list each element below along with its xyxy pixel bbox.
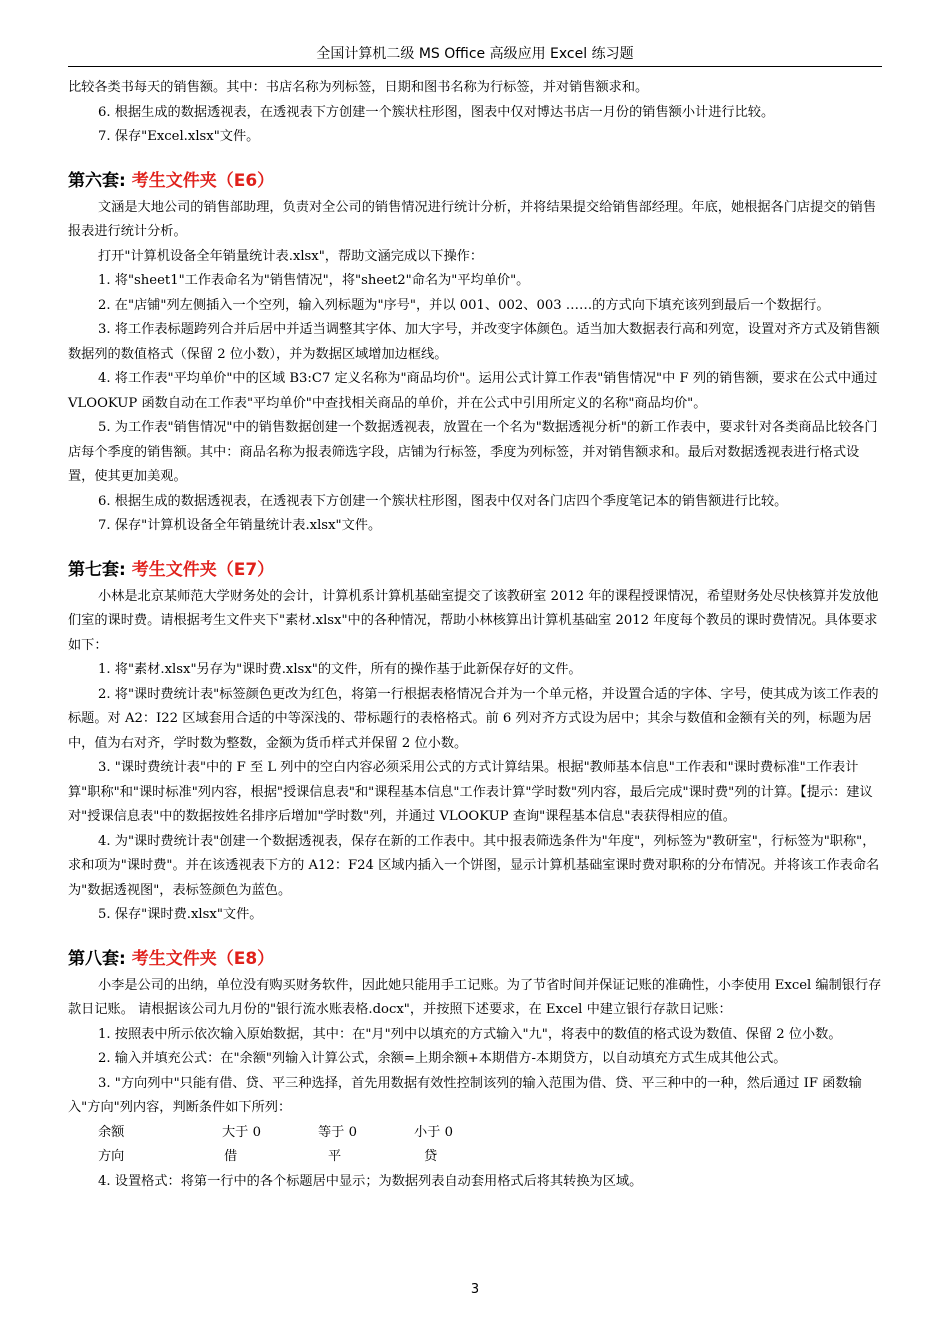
intro-paragraph: 比较各类书每天的销售额。其中：书店名称为列标签，日期和图书名称为行标签，并对销售额求和。 xyxy=(68,80,649,95)
section-6-item-6: 6. 根据生成的数据透视表，在透视表下方创建一个簇状柱形图，图表中仅对各门店四个季度笔记本的销售额进行比较。 xyxy=(98,493,788,509)
intro-item-6: 6. 根据生成的数据透视表，在透视表下方创建一个簇状柱形图，图表中仅对博达书店一月份的销售额小计进行比较。 xyxy=(98,104,775,120)
section-7-title xyxy=(68,557,882,583)
section-6-title-prefix: 第六套: xyxy=(68,170,132,191)
section-6-item-2: 2. 在"店铺"列左侧插入一个空列，输入列标题为"序号"，并以 001、002、003 ……的方式向下填充该列到最后一个数据行。 xyxy=(98,297,830,313)
condition-cell: 余额 xyxy=(98,1124,125,1140)
section-7-item-1: 1. 将"素材.xlsx"另存为"课时费.xlsx"的文件，所有的操作基于此新保存好的文件。 xyxy=(98,662,582,677)
condition-cell: 平 xyxy=(328,1149,342,1164)
section-6-item-1: 1. 将"sheet1"工作表命名为"销售情况"，将"sheet2"命名为"平均单价"。 xyxy=(98,273,530,288)
section-8-paragraph-1: 小李是公司的出纳，单位没有购买财务软件，因此她只能用手工记账。为了节省时间并保证记账的准确性，小李使用 Excel 编制银行存款日记账。 请根据该公司九月份的"银行流水账表格.docx"，并按照下述要求，在 Excel 中建立银行存款日记账： xyxy=(68,977,882,1017)
section-8-item-2: 2. 输入并填充公式：在"余额"列输入计算公式，余额=上期余额+本期借方-本期贷方，以自动填充方式生成其他公式。 xyxy=(98,1051,787,1066)
condition-row-balance xyxy=(98,1121,882,1146)
condition-cell: 借 xyxy=(224,1149,238,1164)
section-7-title-folder: 考生文件夹（E7） xyxy=(131,559,275,580)
section-7-paragraph-1: 小林是北京某师范大学财务处的会计，计算机系计算机基础室提交了该教研室 2012 年的课程授课情况，希望财务处尽快核算并发放他们室的课时费。请根据考生文件夹下"素材.xlsx"中的各种情况，帮助小林核算出计算机基础室 2012 年度每个教员的课时费情况。具体要求如下： xyxy=(68,588,879,653)
condition-cell: 方向 xyxy=(98,1149,125,1164)
page-header: 全国计算机二级 MS Office 高级应用 Excel 练习题 xyxy=(68,44,882,67)
section-7-item-5: 5. 保存"课时费.xlsx"文件。 xyxy=(98,907,263,922)
section-6-item-3: 3. 将工作表标题跨列合并后居中并适当调整其字体、加大字号，并改变字体颜色。适当加大数据表行高和列宽，设置对齐方式及销售额数据列的数值格式（保留 2 位小数），并为数据区域增加边框线。 xyxy=(68,322,880,362)
section-8-item-1: 1. 按照表中所示依次输入原始数据，其中：在"月"列中以填充的方式输入"九"，将表中的数值的格式设为数值、保留 2 位小数。 xyxy=(98,1026,842,1042)
section-8-title xyxy=(68,946,882,972)
section-6-paragraph-2: 打开"计算机设备全年销量统计表.xlsx"，帮助文涵完成以下操作： xyxy=(98,248,484,264)
section-7-title-prefix: 第七套: xyxy=(68,559,132,580)
condition-cell: 小于 0 xyxy=(414,1124,453,1140)
intro-item-7: 7. 保存"Excel.xlsx"文件。 xyxy=(98,129,260,144)
condition-cell: 贷 xyxy=(424,1149,438,1164)
section-7-item-2: 2. 将"课时费统计表"标签颜色更改为红色，将第一行根据表格情况合并为一个单元格，并设置合适的字体、字号，使其成为该工作表的标题。对 A2：I22 区域套用合适的中等深浅的、带标题行的表格格式。前 6 列对齐方式设为居中；其余与数值和金额有关的列，标题为居中，值为右对齐，学时数为整数，金额为货币样式并保留 2 位小数。 xyxy=(68,686,879,751)
section-6-item-4: 4. 将工作表"平均单价"中的区域 B3:C7 定义名称为"商品均价"。运用公式计算工作表"销售情况"中 F 列的销售额，要求在公式中通过 VLOOKUP 函数自动在工作表"平均单价"中查找相关商品的单价，并在公式中引用所定义的名称"商品均价"。 xyxy=(68,371,878,411)
section-6-paragraph-1: 文涵是大地公司的销售部助理，负责对全公司的销售情况进行统计分析，并将结果提交给销售部经理。年底，她根据各门店提交的销售报表进行统计分析。 xyxy=(68,199,877,239)
section-8-title-folder: 考生文件夹（E8） xyxy=(131,948,275,969)
section-6-title xyxy=(68,168,882,194)
condition-cell: 大于 0 xyxy=(222,1124,261,1140)
section-7-item-3: 3. "课时费统计表"中的 F 至 L 列中的空白内容必须采用公式的方式计算结果。根据"教师基本信息"工作表和"课时费标准"工作表计算"职称"和"课时标准"列内容，根据"授课信息表"和"课程基本信息"工作表计算"学时数"列内容，最后完成"课时费"列的计算。【提示：建议对"授课信息表"中的数据按姓名排序后增加"学时数"列，并通过 VLOOKUP 查询"课程基本信息"表获得相应的值。 xyxy=(68,760,873,824)
section-8-title-prefix: 第八套: xyxy=(68,948,132,969)
condition-cell: 等于 0 xyxy=(318,1124,357,1140)
section-7-item-4: 4. 为"课时费统计表"创建一个数据透视表，保存在新的工作表中。其中报表筛选条件为"年度"，列标签为"教研室"，行标签为"职称"，求和项为"课时费"。并在该透视表下方的 A12：F24 区域内插入一个饼图，显示计算机基础室课时费对职称的分布情况。并将该工作表命名为"数据透视图"，表标签颜色为蓝色。 xyxy=(68,833,880,898)
page-content xyxy=(68,76,882,1194)
section-6-title-folder: 考生文件夹（E6） xyxy=(131,170,275,191)
section-8-item-3: 3. "方向列中"只能有借、贷、平三种选择，首先用数据有效性控制该列的输入范围为借、贷、平三种中的一种，然后通过 IF 函数输入"方向"列内容，判断条件如下所列： xyxy=(68,1075,862,1115)
section-8-item-4: 4. 设置格式：将第一行中的各个标题居中显示；为数据列表自动套用格式后将其转换为区域。 xyxy=(98,1173,643,1189)
section-6-item-7: 7. 保存"计算机设备全年销量统计表.xlsx"文件。 xyxy=(98,518,382,533)
condition-row-direction xyxy=(98,1145,882,1170)
page-number: 3 xyxy=(470,1282,480,1297)
section-6-item-5: 5. 为工作表"销售情况"中的销售数据创建一个数据透视表，放置在一个名为"数据透视分析"的新工作表中，要求针对各类商品比较各门店每个季度的销售额。其中：商品名称为报表筛选字段，店铺为行标签，季度为列标签，并对销售额求和。最后对数据透视表进行格式设置，使其更加美观。 xyxy=(68,420,878,484)
condition-table xyxy=(98,1121,882,1170)
